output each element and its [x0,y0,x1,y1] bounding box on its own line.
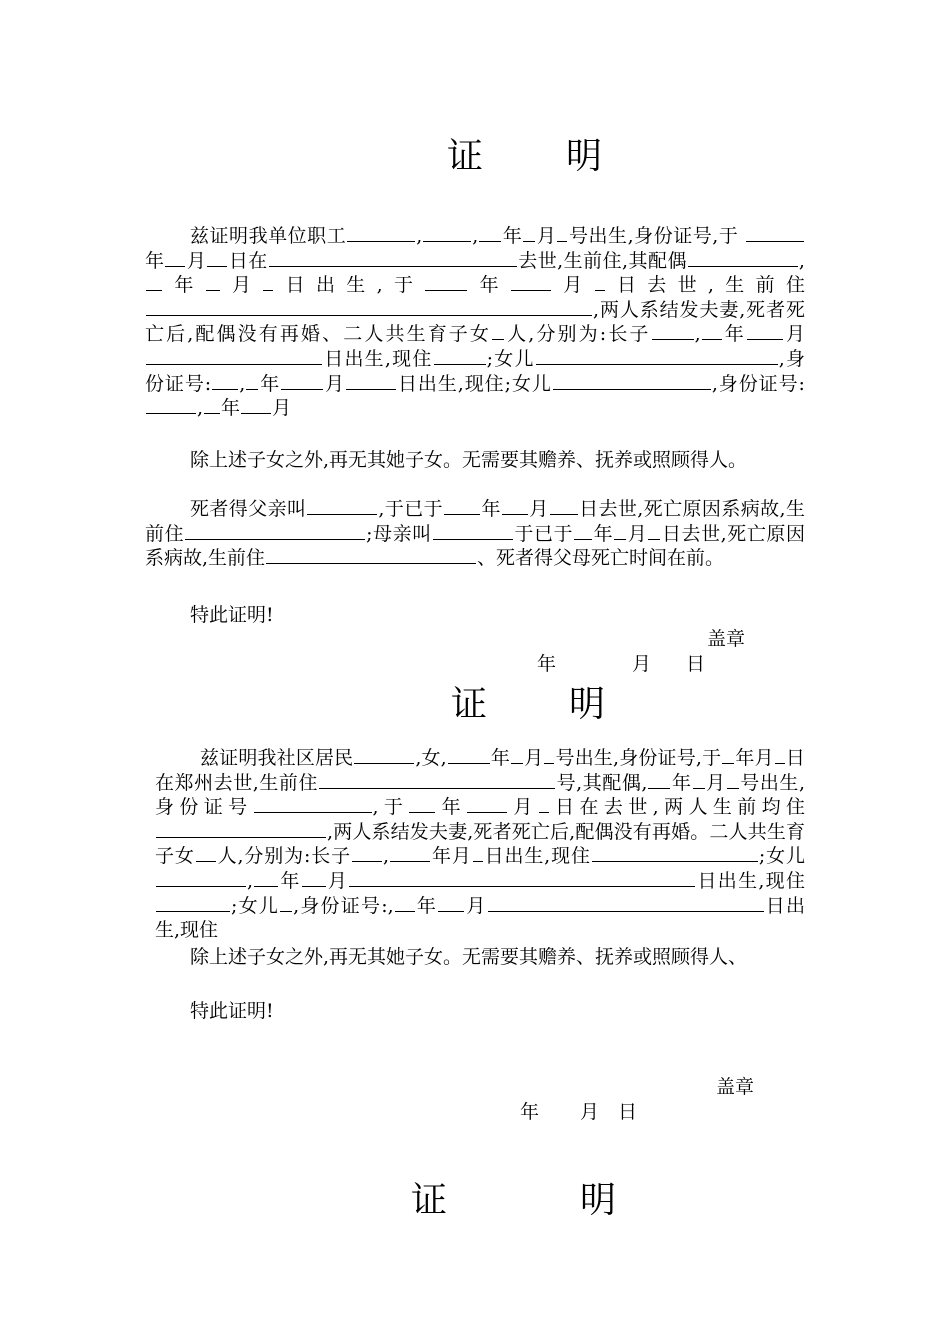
section1-date-year: 年 [537,653,557,675]
section2-title-right: 明 [569,684,606,725]
section1-seal: 盖章 [707,628,746,650]
section2-date-day: 日 [618,1101,638,1123]
section1-date-month: 月 [632,653,652,675]
section1-paragraph-1: 兹证明我单位职工 , , 年 月 号出生,身份证号,于 年 月 日在 去世,生前住,其配偶 ,年 月 日出生,于 年 月 日去世,生前住,两人系结发夫妻,死者死亡后,配偶没有再婚、二人共生育子女 人,分别为:长子 , 年 月日出生,现住 ;女儿 ,身份证号: , 年 月 日出生,现住;女儿 ,身份证号:, 年 月 [145,225,806,420]
section2-seal: 盖章 [716,1076,755,1098]
section1-date-day: 日 [686,653,706,675]
section1-paragraph-2: 除上述子女之外,再无其她子女。无需要其赡养、抚养或照顾得人。 [190,449,748,471]
section2-paragraph-2: 除上述子女之外,再无其她子女。无需要其赡养、抚养或照顾得人、 [190,946,748,968]
section2-paragraph-1: 兹证明我社区居民 ,女, 年 月 号出生,身份证号,于 年月 日在郑州去世,生前住 号,其配偶, 年 月 号出生,身份证号 ,于 年 月 日在去世,两人生前均住,两人系结发夫妻,死者死亡后,配偶没有再婚。二人共生育子女 人,分别为:长子 , 年月 日出生,现住 ;女儿, 年 月 日出生,现住;女儿 ,身份证号:, 年 月 日出生,现住 [155,747,805,942]
section1-title-right: 明 [566,136,603,177]
section1-title-left: 证 [447,136,484,177]
section2-date-month: 月 [580,1101,600,1123]
section1-paragraph-3: 死者得父亲叫 ,于已于 年 月 日去世,死亡原因系病故,生前住 ;母亲叫 于已于 年 月 日去世,死亡原因系病故,生前住 、死者得父母死亡时间在前。 [145,498,805,570]
section3-title-right: 明 [580,1180,617,1221]
section1-closing: 特此证明! [190,604,274,626]
section2-date-year: 年 [520,1101,540,1123]
section2-title-left: 证 [451,684,488,725]
section2-closing: 特此证明! [190,1000,274,1022]
section3-title-left: 证 [411,1180,448,1221]
